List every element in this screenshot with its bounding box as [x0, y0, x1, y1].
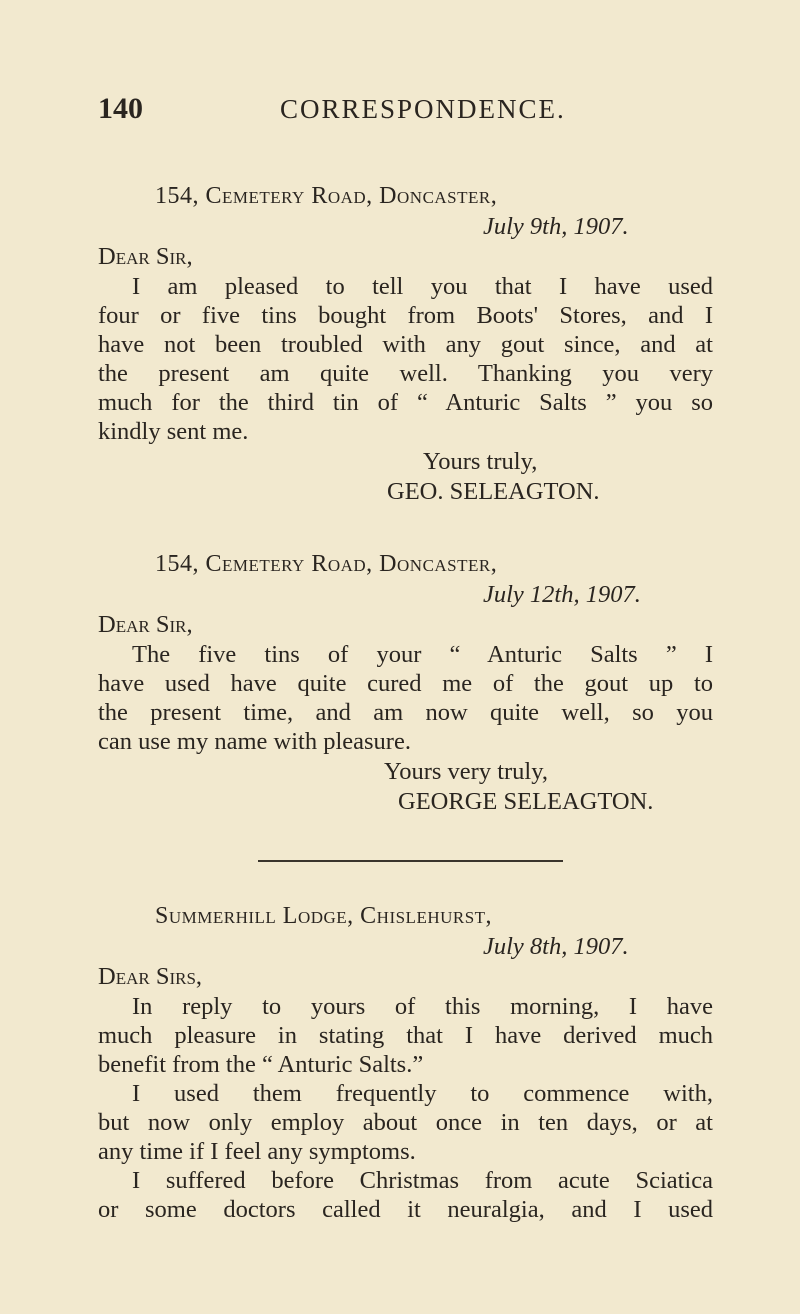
letter-3-body-line: or some doctors called it neuralgia, and I used [98, 1196, 713, 1223]
letter-2-body-line: The five tins of your “ Anturic Salts ” I [132, 641, 713, 668]
letter-3-body-line: but now only employ about once in ten days, or at [98, 1109, 713, 1136]
letter-3-address: Summerhill Lodge, Chislehurst, [155, 903, 493, 929]
page-number: 140 [98, 92, 143, 125]
letter-3-body-line: I used them frequently to commence with, [132, 1080, 713, 1107]
letter-2-salutation: Dear Sir, [98, 611, 193, 638]
letter-3-date: July 8th, 1907. [483, 933, 629, 960]
letter-3-body-line: I suffered before Christmas from acute Sciatica [132, 1167, 713, 1194]
letter-1-body-line: much for the third tin of “ Anturic Salts ” you so [98, 389, 713, 416]
letter-1-date: July 9th, 1907. [483, 213, 629, 240]
letter-1-salutation: Dear Sir, [98, 243, 193, 270]
letter-2-closing: Yours very truly, [384, 758, 549, 785]
letter-3-body-line: much pleasure in stating that I have derived much [98, 1022, 713, 1049]
running-title: CORRESPONDENCE. [280, 94, 566, 124]
letter-1-signature: GEO. SELEAGTON. [387, 478, 600, 505]
letter-2-address: 154, Cemetery Road, Doncaster, [155, 551, 498, 577]
letter-3-body-line: benefit from the “ Anturic Salts.” [98, 1051, 424, 1078]
letter-1-body-line: four or five tins bought from Boots' Stores, and I [98, 302, 713, 329]
letter-1-body-line: I am pleased to tell you that I have used [132, 273, 713, 300]
letter-3-salutation: Dear Sirs, [98, 963, 203, 990]
letter-2-date: July 12th, 1907. [483, 581, 641, 608]
letter-1-closing: Yours truly, [423, 448, 538, 475]
letter-1-body-line: kindly sent me. [98, 418, 249, 445]
letter-2-body-line: have used have quite cured me of the gout up to [98, 670, 713, 697]
letter-1-body-line: the present am quite well. Thanking you very [98, 360, 713, 387]
page-header [98, 92, 680, 132]
letter-2-body-line: can use my name with pleasure. [98, 728, 411, 755]
section-divider [258, 860, 563, 862]
letter-2-signature: GEORGE SELEAGTON. [398, 788, 654, 815]
letter-1-address: 154, Cemetery Road, Doncaster, [155, 183, 498, 209]
letter-2-body-line: the present time, and am now quite well, so you [98, 699, 713, 726]
letter-3-body-line: any time if I feel any symptoms. [98, 1138, 416, 1165]
letter-3-body-line: In reply to yours of this morning, I have [132, 993, 713, 1020]
letter-1-body-line: have not been troubled with any gout since, and at [98, 331, 713, 358]
